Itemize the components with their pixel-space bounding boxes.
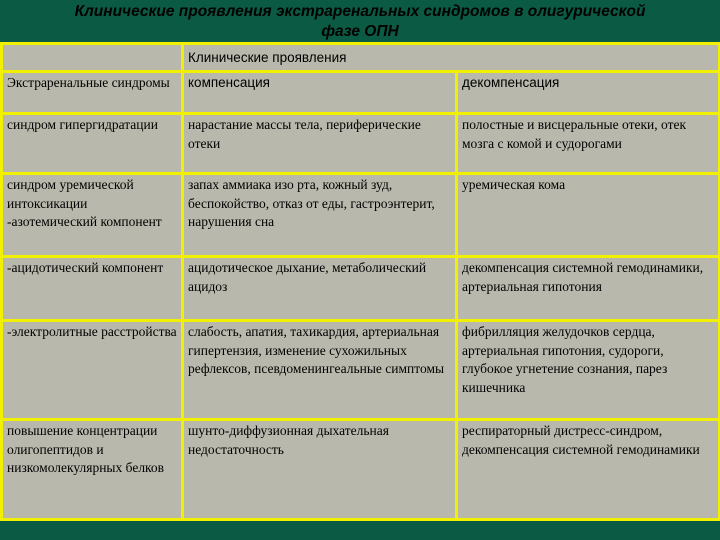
column-header-syndromes: Экстраренальные синдромы bbox=[2, 72, 183, 114]
cell-compensation: слабость, апатия, тахикардия, артериальная гипертензия, изменение сухожильных рефлексов, псевдоменингеальные симптомы bbox=[183, 321, 457, 420]
cell-compensation: шунто-диффузионная дыхательная недостаточность bbox=[183, 420, 457, 520]
header-blank-cell bbox=[2, 44, 183, 72]
cell-compensation: нарастание массы тела, периферические отеки bbox=[183, 114, 457, 174]
group-header-row bbox=[2, 44, 720, 72]
column-header-row bbox=[2, 72, 720, 114]
cell-decompensation: полостные и висцеральные отеки, отек мозга с комой и судорогами bbox=[457, 114, 720, 174]
slide-title-line-1: Клинические проявления экстраренальных синдромов в олигурической bbox=[74, 3, 646, 20]
table-row bbox=[2, 114, 720, 174]
slide-title-line-2: фазе ОПН bbox=[321, 23, 399, 40]
table-row bbox=[2, 420, 720, 520]
syndromes-table bbox=[0, 42, 720, 521]
cell-syndrome: повышение концентрации олигопептидов и низкомолекулярных белков bbox=[2, 420, 183, 520]
column-header-compensation: компенсация bbox=[183, 72, 457, 114]
table-row bbox=[2, 174, 720, 257]
cell-decompensation: фибрилляция желудочков сердца, артериальная гипотония, судороги, глубокое угнетение сознания, парез кишечника bbox=[457, 321, 720, 420]
cell-compensation: запах аммиака изо рта, кожный зуд, беспокойство, отказ от еды, гастроэнтерит, нарушения сна bbox=[183, 174, 457, 257]
group-header-cell: Клинические проявления bbox=[183, 44, 720, 72]
cell-decompensation: респираторный дистресс-синдром, декомпенсация системной гемодинамики bbox=[457, 420, 720, 520]
table-row bbox=[2, 321, 720, 420]
table-row bbox=[2, 257, 720, 321]
cell-syndrome: -ацидотический компонент bbox=[2, 257, 183, 321]
cell-syndrome: синдром гипергидратации bbox=[2, 114, 183, 174]
cell-syndrome: синдром уремической интоксикации -азотемический компонент bbox=[2, 174, 183, 257]
cell-compensation: ацидотическое дыхание, метаболический ацидоз bbox=[183, 257, 457, 321]
cell-decompensation: декомпенсация системной гемодинамики, артериальная гипотония bbox=[457, 257, 720, 321]
slide-title bbox=[0, 2, 720, 42]
cell-decompensation: уремическая кома bbox=[457, 174, 720, 257]
cell-syndrome: -электролитные расстройства bbox=[2, 321, 183, 420]
column-header-decompensation: декомпенсация bbox=[457, 72, 720, 114]
